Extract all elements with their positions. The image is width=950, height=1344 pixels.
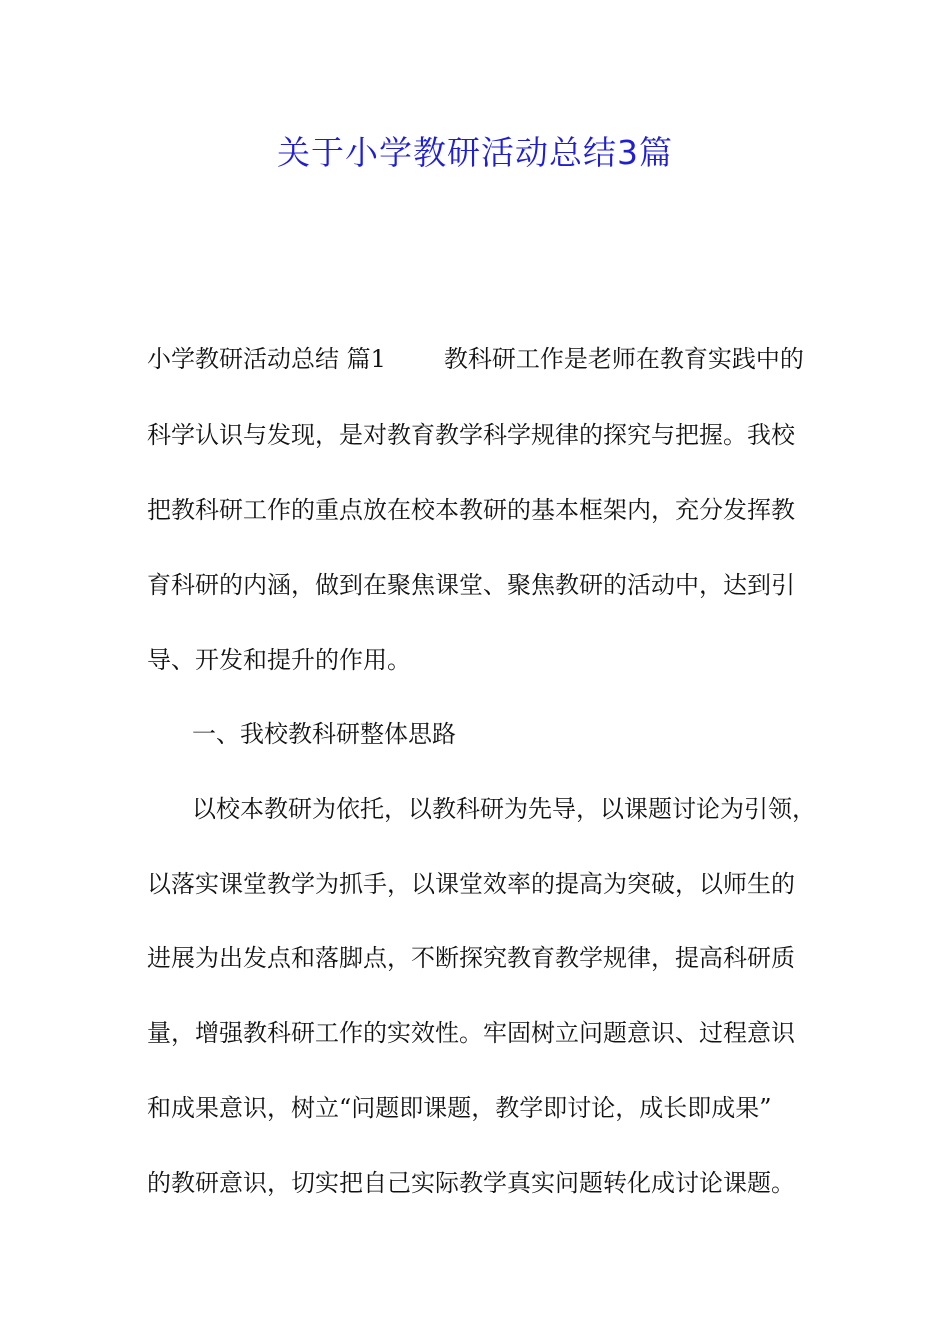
paragraph-line-10: 量，增强教科研工作的实效性。牢固树立问题意识、过程意识 [147, 1019, 795, 1047]
paragraph-line-9: 进展为出发点和落脚点，不断探究教育教学规律，提高科研质 [147, 944, 795, 972]
paragraph-line-2: 科学认识与发现，是对教育教学科学规律的探究与把握。我校 [147, 421, 795, 449]
section-subheading: 一、我校教科研整体思路 [192, 720, 456, 748]
paragraph-line-5: 导、开发和提升的作用。 [147, 646, 411, 674]
paragraph-line-11: 和成果意识，树立“问题即课题，教学即讨论，成长即成果” [147, 1094, 772, 1122]
paragraph-line-1 [147, 342, 804, 376]
paragraph-line-8: 以落实课堂教学为抓手，以课堂效率的提高为突破，以师生的 [147, 870, 795, 898]
section-heading: 小学教研活动总结 篇1 [147, 345, 386, 373]
paragraph-line-3: 把教科研工作的重点放在校本教研的基本框架内，充分发挥教 [147, 496, 795, 524]
paragraph-line-12: 的教研意识，切实把自己实际教学真实问题转化成讨论课题。 [147, 1169, 795, 1197]
paragraph-line-4: 育科研的内涵，做到在聚焦课堂、聚焦教研的活动中，达到引 [147, 571, 795, 599]
document-title: 关于小学教研活动总结3篇 [277, 133, 673, 172]
body-text: 教科研工作是老师在教育实践中的 [443, 345, 804, 373]
paragraph-line-7: 以校本教研为依托，以教科研为先导，以课题讨论为引领， [192, 795, 816, 823]
